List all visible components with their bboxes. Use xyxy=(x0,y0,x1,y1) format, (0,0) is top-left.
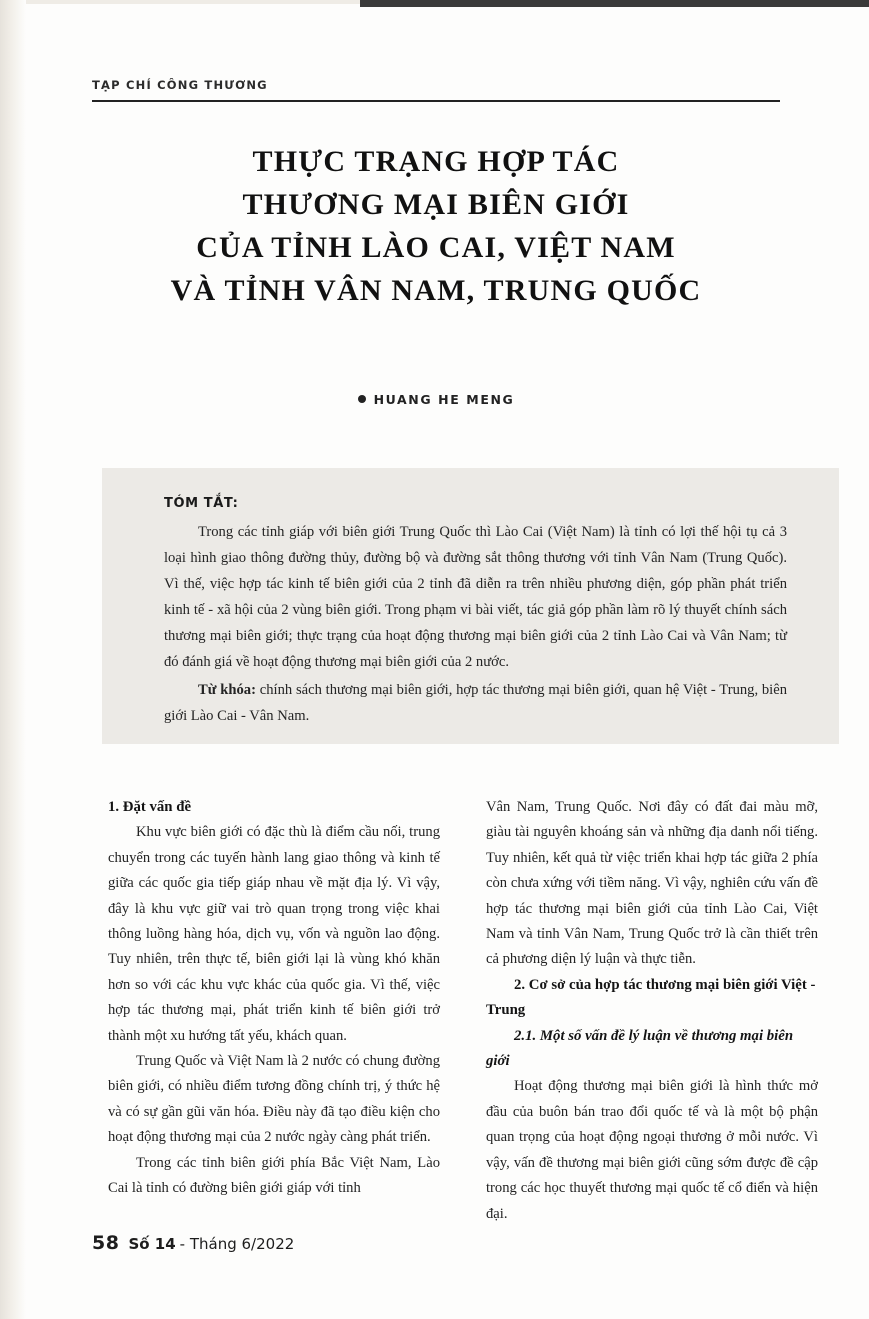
author-name: HUANG HE MENG xyxy=(373,392,515,407)
right-paragraph-1: Vân Nam, Trung Quốc. Nơi đây có đất đai màu mỡ, giàu tài nguyên khoáng sản và những địa danh nổi tiếng. Tuy nhiên, kết quả từ việc triển khai hợp tác giữa 2 phía còn chưa xứng với tiềm năng. Vì vậy, nghiên cứu vấn đề hợp tác thương mại biên giới của tỉnh Lào Cai, Việt Nam và tỉnh Vân Nam, Trung Quốc trở là cần thiết trên cả phương diện lý luận và thực tiễn. xyxy=(486,799,818,968)
title-line-4: VÀ TỈNH VÂN NAM, TRUNG QUỐC xyxy=(170,274,702,307)
heading-section-1: 1. Đặt vấn đề xyxy=(108,799,192,815)
body-columns xyxy=(108,795,818,1227)
article-title xyxy=(92,140,780,312)
heading-subsection-2-1 xyxy=(486,1024,818,1075)
right-column xyxy=(486,795,818,1227)
title-line-3: CỦA TỈNH LÀO CAI, VIỆT NAM xyxy=(196,231,676,264)
author-byline xyxy=(92,392,780,407)
title-line-1: THỰC TRẠNG HỢP TÁC xyxy=(252,145,620,178)
title-line-2: THƯƠNG MẠI BIÊN GIỚI xyxy=(242,188,630,221)
heading-section-2: 2. Cơ sở của hợp tác thương mại biên giới Việt - Trung xyxy=(486,976,816,1019)
keywords-text: chính sách thương mại biên giới, hợp tác thương mại biên giới, quan hệ Việt - Trung, biên giới Lào Cai - Vân Nam. xyxy=(164,682,788,724)
subsection-2-1-italic: thương mại biên giới xyxy=(486,1027,794,1070)
journal-name: TẠP CHÍ CÔNG THƯƠNG xyxy=(92,78,268,92)
scan-edge-left xyxy=(0,0,26,1319)
page-content xyxy=(92,0,818,1319)
left-paragraph-2: Trung Quốc và Việt Nam là 2 nước có chung đường biên giới, có nhiều điểm tương đồng chính trị, ý thức hệ và có sự gần gũi văn hóa. Điều này đã tạo điều kiện cho hoạt động thương mại của 2 nước ngày càng phát triển. xyxy=(108,1053,440,1146)
abstract-paragraph: Trong các tỉnh giáp với biên giới Trung Quốc thì Lào Cai (Việt Nam) là tỉnh có lợi thế hội tụ cả 3 loại hình giao thông đường thủy, đường bộ và đường sắt thông thương với tỉnh Vân Nam (Trung Quốc). Vì thế, việc hợp tác kinh tế biên giới của 2 tỉnh đã diễn ra trên nhiều phương diện, góp phần phát triển kinh tế - xã hội của 2 vùng biên giới. Trong phạm vi bài viết, tác giả góp phần làm rõ lý thuyết chính sách thương mại biên giới; thực trạng của hoạt động thương mại biên giới của 2 tỉnh Lào Cai và Vân Nam; từ đó đánh giá về hoạt động thương mại biên giới của 2 nước. xyxy=(164,524,787,670)
abstract-heading: TÓM TẮT: xyxy=(164,496,239,511)
page-number: 58 xyxy=(92,1232,120,1254)
abstract-box xyxy=(102,468,839,744)
bullet-icon xyxy=(358,395,366,403)
page-footer xyxy=(92,1232,792,1254)
left-paragraph-1: Khu vực biên giới có đặc thù là điểm cầu nối, trung chuyển trong các tuyến hành lang giao thông và kinh tế giữa các quốc gia tiếp giáp nhau về mặt địa lý. Vì vậy, đây là khu vực giữ vai trò quan trọng trong việc khai thông luồng hàng hóa, dịch vụ, vốn và nguồn lao động. Tuy nhiên, trên thực tế, biên giới lại là vùng khó khăn hơn so với các khu vực khác của quốc gia. Vì thế, việc hợp tác thương mại, phát triển kinh tế biên giới trở thành một xu hướng tất yếu, khách quan. xyxy=(108,824,440,1044)
abstract-keywords xyxy=(164,677,787,729)
right-paragraph-2: Hoạt động thương mại biên giới là hình thức mở đầu của buôn bán trao đổi quốc tế và là một bộ phận quan trọng của hoạt động ngoại thương ở mỗi nước. Vì vậy, vấn đề thương mại biên giới cũng sớm được đề cập trong các học thuyết thương mại quốc tế cổ điển và hiện đại. xyxy=(486,1078,818,1222)
issue-date: - Tháng 6/2022 xyxy=(179,1235,295,1253)
keywords-label: Từ khóa: xyxy=(198,682,256,698)
subsection-2-1-number: 2.1. Một số vấn đề lý luận về xyxy=(514,1027,692,1044)
header-rule xyxy=(92,100,780,102)
left-paragraph-3: Trong các tỉnh biên giới phía Bắc Việt Nam, Lào Cai là tỉnh có đường biên giới giáp với tỉnh xyxy=(108,1154,440,1197)
left-column xyxy=(108,795,440,1227)
issue-number: Số 14 xyxy=(128,1235,176,1253)
running-head xyxy=(92,78,780,92)
